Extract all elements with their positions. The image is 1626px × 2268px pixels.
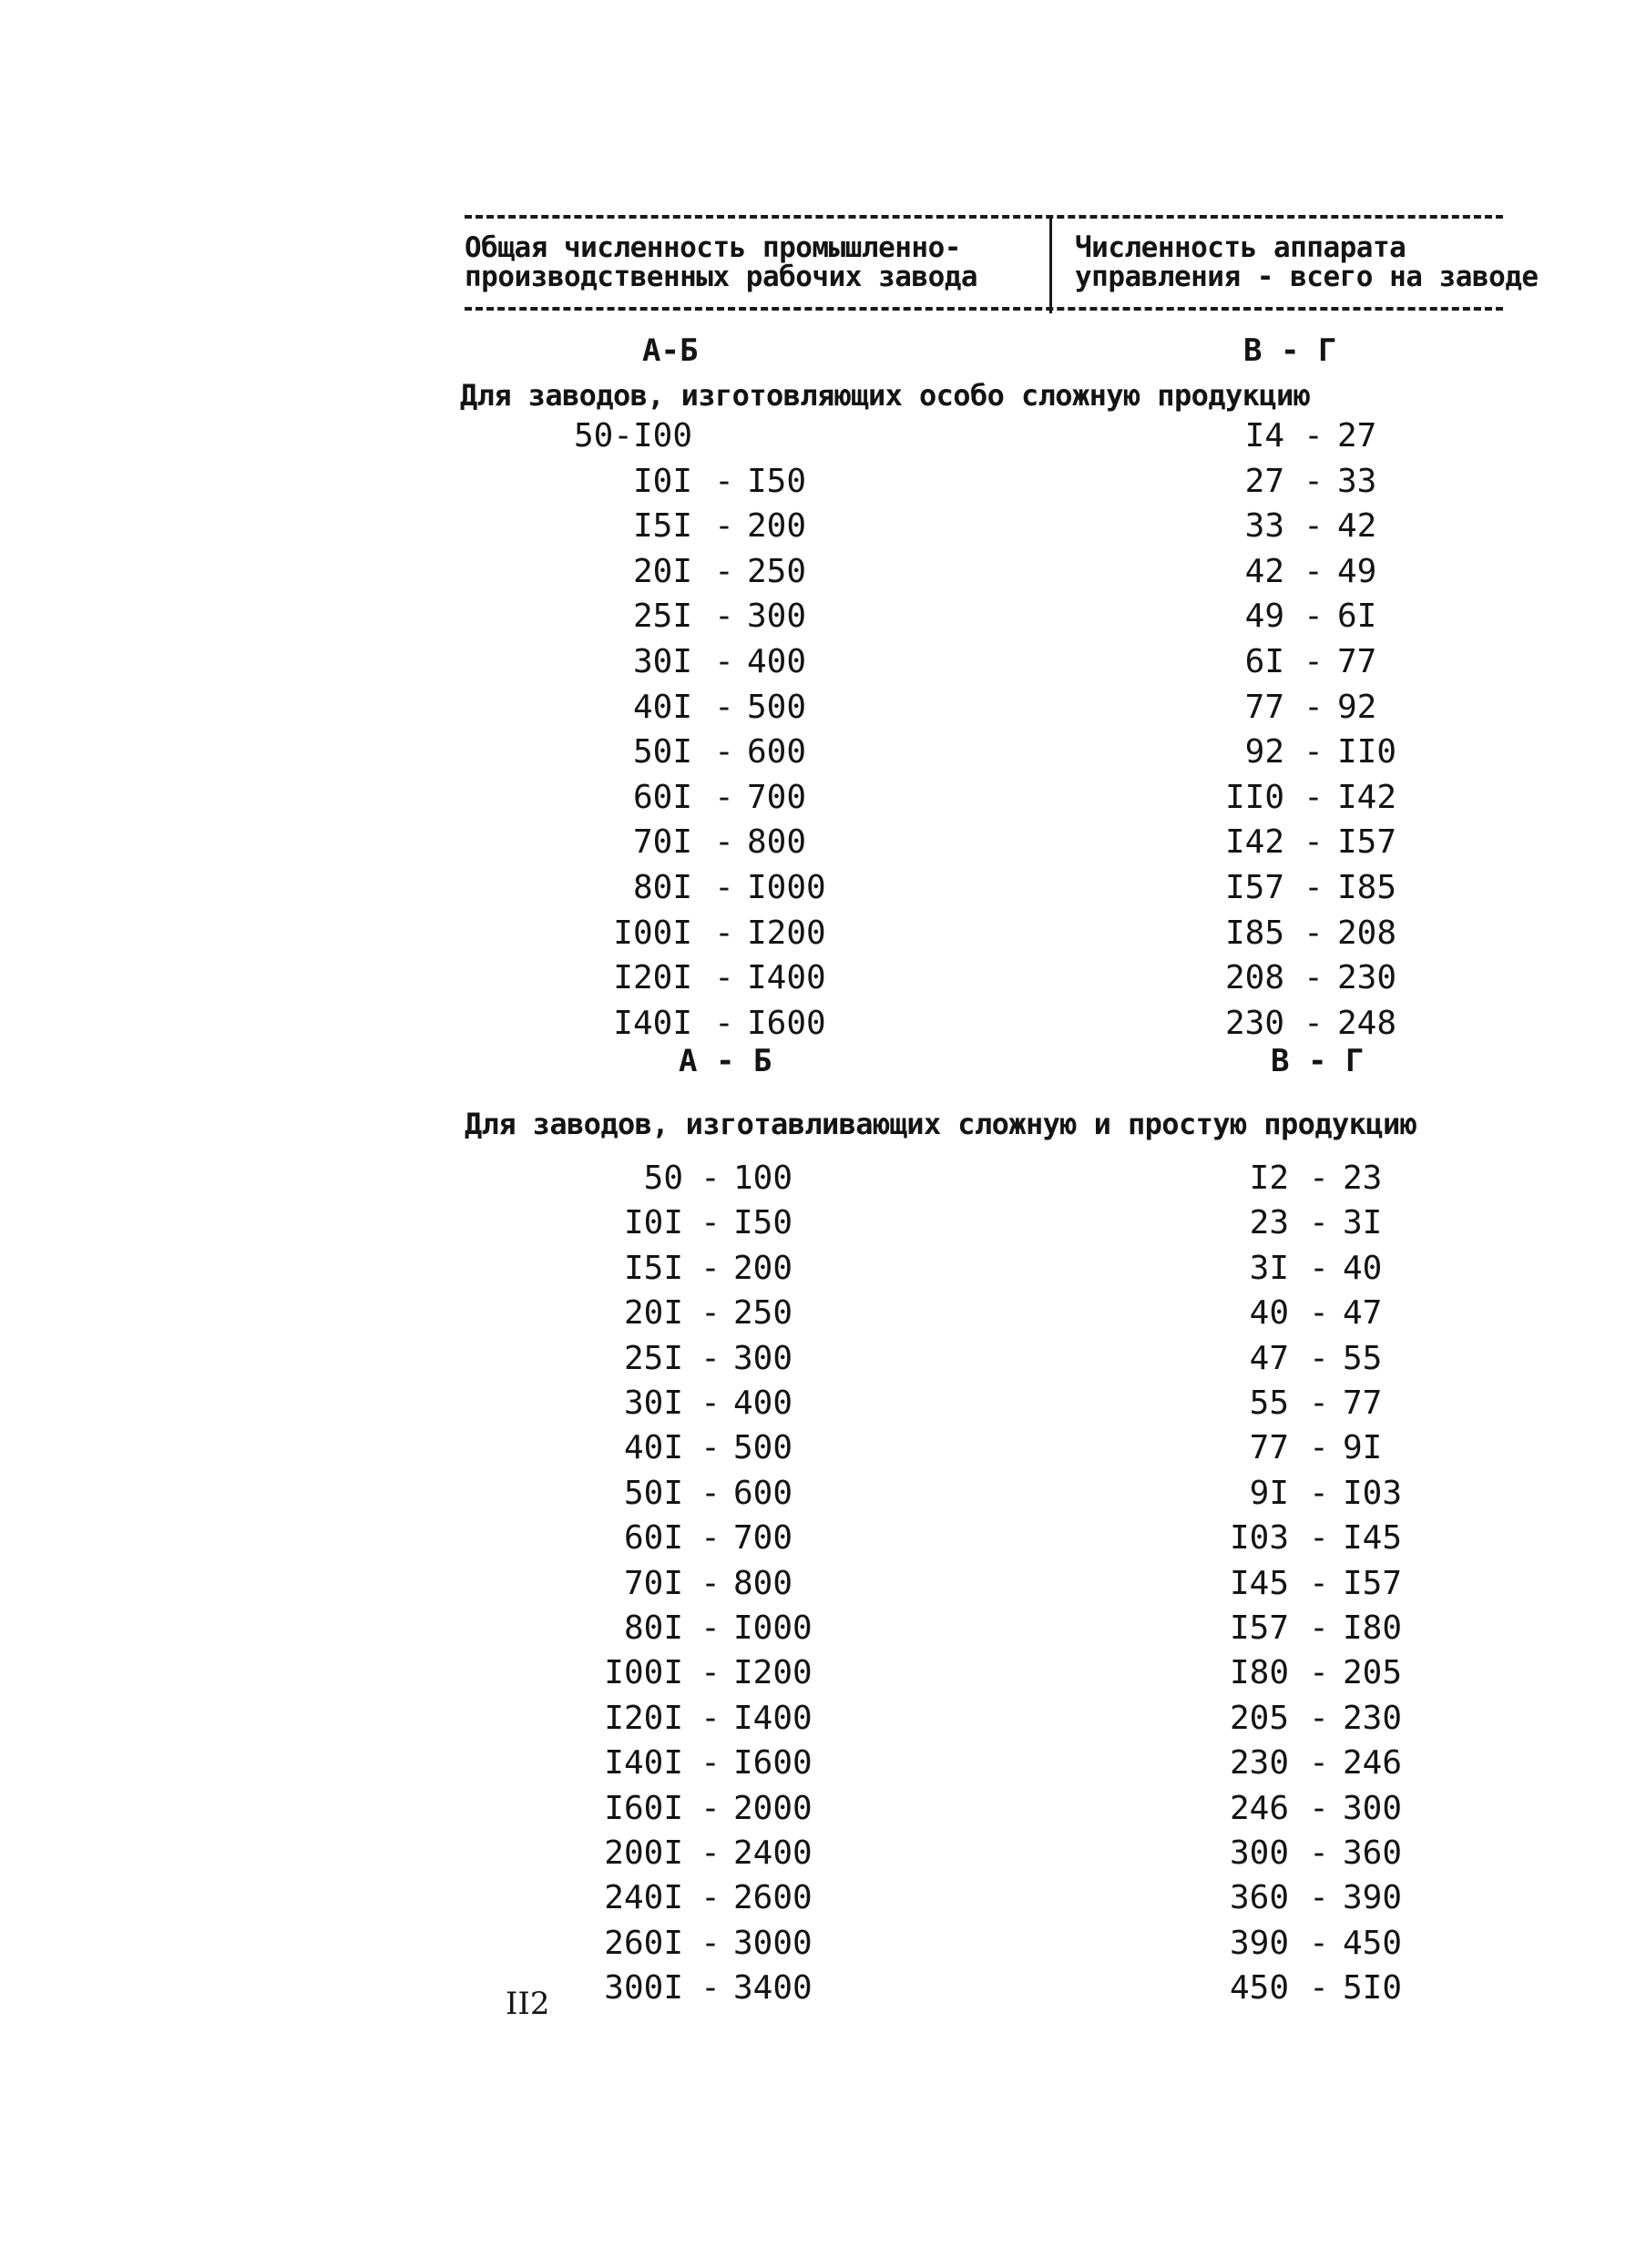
range-b-low: 92	[1244, 733, 1284, 771]
range-b-high: 230	[1343, 1699, 1403, 1737]
range-b-dash: -	[1304, 959, 1324, 997]
range-a-high: 500	[733, 1429, 793, 1467]
table-row	[0, 1607, 1626, 1652]
range-b-high: 49	[1337, 552, 1377, 590]
range-a-high: 2600	[733, 1879, 813, 1917]
range-a-high: 100	[733, 1160, 793, 1197]
range-b-high: I57	[1343, 1564, 1403, 1602]
range-b-high: 3I	[1343, 1204, 1383, 1242]
range-a-high: 600	[733, 1474, 793, 1512]
range-b-dash: -	[1304, 733, 1324, 771]
range-a-low: 40I	[623, 1429, 683, 1467]
range-b-low: 208	[1224, 959, 1284, 997]
t1-section-title: Для заводов, изготовляющих особо сложную продукцию	[460, 378, 1311, 413]
range-a-low: I5I	[623, 1249, 683, 1287]
range-b-low: 450	[1229, 1969, 1289, 2007]
range-b-dash: -	[1304, 1004, 1324, 1042]
range-a-low: I40I	[604, 1744, 683, 1783]
header-bottom-rule	[465, 307, 1503, 311]
range-b-low: 47	[1249, 1339, 1289, 1377]
range-a-low: 40I	[632, 688, 692, 726]
range-b-high: 230	[1337, 959, 1397, 997]
range-b-dash: -	[1309, 1249, 1329, 1287]
table-row	[0, 1247, 1626, 1292]
range-b-low: I80	[1229, 1654, 1289, 1692]
range-b-dash: -	[1309, 1789, 1329, 1827]
table-row	[0, 505, 1626, 550]
table-row	[0, 595, 1626, 640]
range-b-low: 33	[1244, 507, 1284, 546]
table-row	[0, 460, 1626, 506]
range-b-high: 42	[1337, 507, 1377, 546]
range-a-low: 25I	[623, 1339, 683, 1377]
range-a-low: I00I	[613, 914, 692, 952]
table-row	[0, 1922, 1626, 1967]
range-a-high: 600	[747, 733, 807, 771]
range-a-high: 250	[733, 1294, 793, 1333]
range-a-high: I50	[733, 1204, 793, 1242]
range-b-dash: -	[1304, 778, 1324, 816]
t1-col-a-heading: А-Б	[642, 332, 699, 369]
table-row	[0, 776, 1626, 822]
range-b-high: 390	[1343, 1879, 1403, 1917]
range-a-dash: -	[714, 643, 734, 680]
range-a-high: 500	[747, 688, 807, 726]
range-b-high: 300	[1343, 1789, 1403, 1827]
range-a-dash: -	[701, 1879, 721, 1917]
range-b-dash: -	[1309, 1564, 1329, 1602]
range-a-dash: -	[714, 733, 734, 771]
range-b-low: 230	[1229, 1744, 1289, 1783]
range-a-dash: -	[701, 1609, 721, 1647]
range-a-low: 25I	[632, 598, 692, 636]
range-b-dash: -	[1309, 1969, 1329, 2007]
table-row	[0, 1337, 1626, 1383]
range-b-dash: -	[1309, 1519, 1329, 1558]
range-b-low: 55	[1249, 1384, 1289, 1422]
range-a-high: 400	[747, 643, 807, 680]
range-b-low: 205	[1229, 1699, 1289, 1737]
table-row	[0, 866, 1626, 912]
range-b-low: 230	[1224, 1004, 1284, 1042]
header-right-line1: Численность аппарата	[1075, 231, 1406, 264]
range-a-dash: -	[701, 1744, 721, 1783]
table-row	[0, 821, 1626, 866]
range-a-high: I400	[733, 1699, 813, 1737]
range-a-low: 70I	[623, 1564, 683, 1602]
range-a-dash: -	[701, 1204, 721, 1242]
range-a-low: 50	[643, 1160, 683, 1197]
range-a-low: 30I	[632, 643, 692, 680]
range-a-low: I20I	[604, 1699, 683, 1737]
range-b-high: 77	[1337, 643, 1377, 680]
table-row	[0, 1517, 1626, 1562]
range-b-high: I85	[1337, 869, 1397, 906]
table-row	[0, 912, 1626, 957]
range-b-dash: -	[1309, 1474, 1329, 1512]
range-b-dash: -	[1309, 1384, 1329, 1422]
range-b-low: 246	[1229, 1789, 1289, 1827]
range-a-high: 700	[733, 1519, 793, 1558]
table-row	[0, 730, 1626, 776]
range-a-low: 240I	[604, 1879, 683, 1917]
table-row	[0, 1002, 1626, 1047]
range-a-dash: -	[701, 1564, 721, 1602]
range-b-dash: -	[1304, 598, 1324, 636]
range-a-dash: -	[701, 1339, 721, 1377]
range-a-low: 20I	[632, 552, 692, 590]
range-b-high: I42	[1337, 778, 1397, 816]
range-b-dash: -	[1309, 1924, 1329, 1962]
range-a-low: I60I	[604, 1789, 683, 1827]
table-row	[0, 1292, 1626, 1337]
range-b-low: I4	[1244, 417, 1284, 455]
range-b-high: I03	[1343, 1474, 1403, 1512]
range-a-high: 300	[747, 598, 807, 636]
range-a-low: 20I	[623, 1294, 683, 1333]
range-a-dash: -	[714, 462, 734, 500]
t2-section-title: Для заводов, изготавливающих сложную и простую продукцию	[465, 1107, 1417, 1141]
range-a-high: 2400	[733, 1834, 813, 1872]
range-b-low: 40	[1249, 1294, 1289, 1333]
range-a-low: I40I	[613, 1004, 692, 1042]
range-b-dash: -	[1309, 1339, 1329, 1377]
table-row	[0, 414, 1626, 460]
range-a-low: I00I	[604, 1654, 683, 1692]
range-a-dash: -	[714, 778, 734, 816]
range-a-dash: -	[701, 1294, 721, 1333]
range-a-high: I600	[747, 1004, 826, 1042]
table-row	[0, 1787, 1626, 1833]
range-b-dash: -	[1304, 823, 1324, 862]
range-b-low: I2	[1249, 1160, 1289, 1197]
range-a-high: 300	[733, 1339, 793, 1377]
range-a-low: I0I	[623, 1204, 683, 1242]
t1-col-b-footer: В - Г	[1271, 1043, 1365, 1079]
range-b-high: 27	[1337, 417, 1377, 455]
header-left-line2: производственных рабочих завода	[465, 261, 978, 293]
range-a-dash: -	[714, 688, 734, 726]
range-b-high: 248	[1337, 1004, 1397, 1042]
range-b-dash: -	[1304, 462, 1324, 500]
range-a-high: 700	[747, 778, 807, 816]
page-number: II2	[506, 1986, 550, 2022]
range-b-dash: -	[1304, 552, 1324, 590]
range-a-high: 3400	[733, 1969, 813, 2007]
range-b-high: 246	[1343, 1744, 1403, 1783]
range-b-high: 360	[1343, 1834, 1403, 1872]
range-a-high: I200	[733, 1654, 813, 1692]
range-b-low: 77	[1244, 688, 1284, 726]
range-b-dash: -	[1304, 643, 1324, 680]
range-a-high: 400	[733, 1384, 793, 1422]
range-b-low: I03	[1229, 1519, 1289, 1558]
range-b-low: 9I	[1249, 1474, 1289, 1512]
range-b-dash: -	[1304, 869, 1324, 906]
range-b-high: 47	[1343, 1294, 1383, 1333]
range-b-dash: -	[1309, 1609, 1329, 1647]
range-a-dash: -	[701, 1384, 721, 1422]
range-b-dash: -	[1304, 914, 1324, 952]
range-a-dash: -	[701, 1429, 721, 1467]
range-a-dash: -	[714, 823, 734, 862]
range-b-high: 5I0	[1343, 1969, 1403, 2007]
range-b-low: II0	[1224, 778, 1284, 816]
range-a-high: I50	[747, 462, 807, 500]
range-a-low: 50I	[623, 1474, 683, 1512]
range-a-low: I0I	[632, 462, 692, 500]
table-row	[0, 1742, 1626, 1787]
range-b-high: 92	[1337, 688, 1377, 726]
table-row	[0, 1157, 1626, 1202]
range-b-low: 77	[1249, 1429, 1289, 1467]
header-right-line2: управления - всего на заводе	[1075, 261, 1539, 293]
t1-col-b-heading: В - Г	[1243, 332, 1337, 369]
range-a-high: 250	[747, 552, 807, 590]
range-b-dash: -	[1304, 688, 1324, 726]
range-a-high: 800	[747, 823, 807, 862]
range-a-high: I600	[733, 1744, 813, 1783]
range-a-dash: -	[701, 1969, 721, 2007]
range-b-low: 23	[1249, 1204, 1289, 1242]
range-a-dash: -	[701, 1924, 721, 1962]
range-a-high: 2000	[733, 1789, 813, 1827]
range-b-low: 6I	[1244, 643, 1284, 680]
header-top-rule	[465, 215, 1503, 219]
range-a-low: 80I	[623, 1609, 683, 1647]
range-a-low: 30I	[623, 1384, 683, 1422]
table-row	[0, 1201, 1626, 1247]
table-row	[0, 640, 1626, 686]
range-a-dash: -	[714, 598, 734, 636]
range-b-high: I80	[1343, 1609, 1403, 1647]
range-b-high: 33	[1337, 462, 1377, 500]
range-b-high: 6I	[1337, 598, 1377, 636]
range-b-high: 55	[1343, 1339, 1383, 1377]
range-a-low: I5I	[632, 507, 692, 546]
range-b-dash: -	[1309, 1699, 1329, 1737]
table-row	[0, 1562, 1626, 1608]
range-b-high: 205	[1343, 1654, 1403, 1692]
range-a-low: 200I	[604, 1834, 683, 1872]
range-b-low: 49	[1244, 598, 1284, 636]
range-b-high: I57	[1337, 823, 1397, 862]
range-a-high: 200	[733, 1249, 793, 1287]
range-a-low: 60I	[632, 778, 692, 816]
range-b-dash: -	[1309, 1160, 1329, 1197]
range-a-low: 60I	[623, 1519, 683, 1558]
range-b-dash: -	[1309, 1834, 1329, 1872]
range-a-dash: -	[701, 1474, 721, 1512]
range-a-high: 3000	[733, 1924, 813, 1962]
header-divider	[1049, 215, 1052, 313]
range-b-high: II0	[1337, 733, 1397, 771]
range-a-low: 50I	[632, 733, 692, 771]
table-row	[0, 956, 1626, 1002]
range-a-high: I000	[747, 869, 826, 906]
range-a-high: I000	[733, 1609, 813, 1647]
range-b-dash: -	[1309, 1204, 1329, 1242]
table-row	[0, 1697, 1626, 1742]
range-b-low: 300	[1229, 1834, 1289, 1872]
range-b-high: I45	[1343, 1519, 1403, 1558]
range-b-low: 27	[1244, 462, 1284, 500]
range-a-high: 800	[733, 1564, 793, 1602]
range-a-low: 80I	[632, 869, 692, 906]
table-row	[0, 1651, 1626, 1697]
table-row	[0, 550, 1626, 596]
range-b-high: 9I	[1343, 1429, 1383, 1467]
range-a-dash: -	[701, 1249, 721, 1287]
range-b-low: I57	[1224, 869, 1284, 906]
range-a-dash: -	[701, 1699, 721, 1737]
t1-col-a-footer: А - Б	[679, 1043, 772, 1079]
range-a-high: I400	[747, 959, 826, 997]
range-b-low: 360	[1229, 1879, 1289, 1917]
table-row	[0, 686, 1626, 731]
range-a-low: 50-I00	[573, 417, 692, 455]
range-b-dash: -	[1309, 1744, 1329, 1783]
range-a-dash: -	[701, 1519, 721, 1558]
range-b-low: I85	[1224, 914, 1284, 952]
range-b-low: 42	[1244, 552, 1284, 590]
range-b-dash: -	[1304, 417, 1324, 455]
range-a-dash: -	[714, 959, 734, 997]
range-a-low: 260I	[604, 1924, 683, 1962]
range-b-dash: -	[1309, 1879, 1329, 1917]
table-row	[0, 1426, 1626, 1472]
range-a-dash: -	[701, 1160, 721, 1197]
table-row	[0, 1967, 1626, 2012]
table-row	[0, 1832, 1626, 1877]
range-a-low: 70I	[632, 823, 692, 862]
range-a-low: I20I	[613, 959, 692, 997]
table-row	[0, 1876, 1626, 1922]
range-a-high: I200	[747, 914, 826, 952]
range-b-dash: -	[1309, 1294, 1329, 1333]
range-a-dash: -	[714, 1004, 734, 1042]
range-b-low: I42	[1224, 823, 1284, 862]
range-b-high: 77	[1343, 1384, 1383, 1422]
range-b-dash: -	[1309, 1429, 1329, 1467]
table-row	[0, 1472, 1626, 1517]
range-a-dash: -	[701, 1834, 721, 1872]
range-b-high: 23	[1343, 1160, 1383, 1197]
header-left-line1: Общая численность промышленно-	[465, 231, 961, 264]
range-a-dash: -	[714, 914, 734, 952]
range-b-low: 390	[1229, 1924, 1289, 1962]
range-a-dash: -	[714, 507, 734, 546]
range-a-dash: -	[714, 869, 734, 906]
table-row	[0, 1382, 1626, 1427]
range-b-low: I57	[1229, 1609, 1289, 1647]
range-b-low: I45	[1229, 1564, 1289, 1602]
range-a-dash: -	[701, 1789, 721, 1827]
range-a-dash: -	[714, 552, 734, 590]
range-b-high: 40	[1343, 1249, 1383, 1287]
range-b-high: 208	[1337, 914, 1397, 952]
range-a-high: 200	[747, 507, 807, 546]
range-b-low: 3I	[1249, 1249, 1289, 1287]
range-a-dash: -	[701, 1654, 721, 1692]
range-b-dash: -	[1309, 1654, 1329, 1692]
range-b-dash: -	[1304, 507, 1324, 546]
range-a-low: 300I	[604, 1969, 683, 2007]
range-b-high: 450	[1343, 1924, 1403, 1962]
